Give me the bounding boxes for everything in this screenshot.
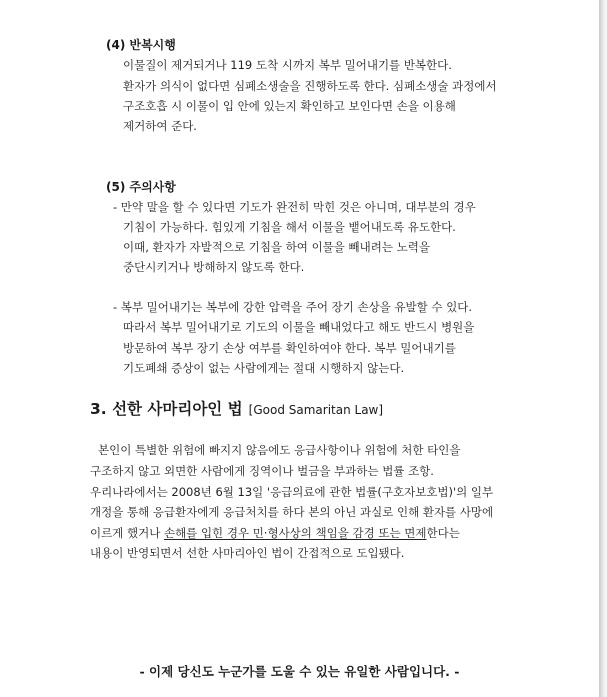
section-5-heading: (5) 주의사항 xyxy=(106,180,176,194)
paragraph-line: 개정을 통해 응급환자에게 응급처치를 하다 본의 아닌 과실로 인해 환자를 사망에 xyxy=(90,505,494,519)
section-3-title: 3. 선한 사마리아인 법 xyxy=(90,400,243,418)
closing-slogan: - 이제 당신도 누군가를 도울 수 있는 유일한 사람입니다. - xyxy=(139,664,460,679)
section-4-heading: (4) 반복시행 xyxy=(106,38,176,52)
section-4-line: 구조호흡 시 이물이 입 안에 있는지 확인하고 보인다면 손을 이용해 xyxy=(123,99,456,113)
paragraph-text: 한다는 xyxy=(426,526,460,540)
caution-line: 기도폐쇄 증상이 없는 사람에게는 절대 시행하지 않는다. xyxy=(123,361,405,375)
page-edge-shadow xyxy=(599,0,607,697)
section-3-heading xyxy=(90,400,383,419)
paragraph-line xyxy=(90,526,460,540)
paragraph-line: 구조하지 않고 외면한 사람에게 징역이나 벌금을 부과하는 법률 조항. xyxy=(90,464,434,478)
paragraph-line: 본인이 특별한 위험에 빠지지 않음에도 응급사항이나 위험에 처한 타인을 xyxy=(98,443,461,457)
caution-bullet-1: - 만약 말을 할 수 있다면 기도가 완전히 막힌 것은 아니며, 대부분의 경우 xyxy=(113,200,476,214)
paragraph-line: 우리나라에서는 2008년 6월 13일 '응급의료에 관한 법률(구호자보호법)'의 일부 xyxy=(90,485,494,499)
caution-line: 기침이 가능하다. 힘있게 기침을 해서 이물을 뱉어내도록 유도한다. xyxy=(123,220,456,234)
caution-bullet-2: - 복부 밀어내기는 복부에 강한 압력을 주어 장기 손상을 유발할 수 있다. xyxy=(113,300,473,314)
paragraph-text: 이르게 했거나 xyxy=(90,526,164,540)
section-3-english-title: [Good Samaritan Law] xyxy=(248,403,384,417)
section-4-line: 제거하여 준다. xyxy=(123,119,197,133)
section-4-line: 환자가 의식이 없다면 심폐소생술을 진행하도록 한다. 심폐소생술 과정에서 xyxy=(123,79,497,93)
section-4-line: 이물질이 제거되거나 119 도착 시까지 복부 밀어내기를 반복한다. xyxy=(123,58,452,72)
caution-line: 따라서 복부 밀어내기로 기도의 이물을 빼내었다고 해도 반드시 병원을 xyxy=(123,320,475,334)
caution-line: 중단시키거나 방해하지 않도록 한다. xyxy=(123,260,305,274)
underlined-phrase: 손해를 입힌 경우 민·형사상의 책임을 감경 또는 면제 xyxy=(163,526,427,540)
paragraph-line: 내용이 반영되면서 선한 사마리아인 법이 간접적으로 도입됐다. xyxy=(90,546,405,560)
caution-line: 방문하여 복부 장기 손상 여부를 확인하여야 한다. 복부 밀어내기를 xyxy=(123,341,456,355)
caution-line: 이때, 환자가 자발적으로 기침을 하여 이물을 빼내려는 노력을 xyxy=(123,240,430,254)
